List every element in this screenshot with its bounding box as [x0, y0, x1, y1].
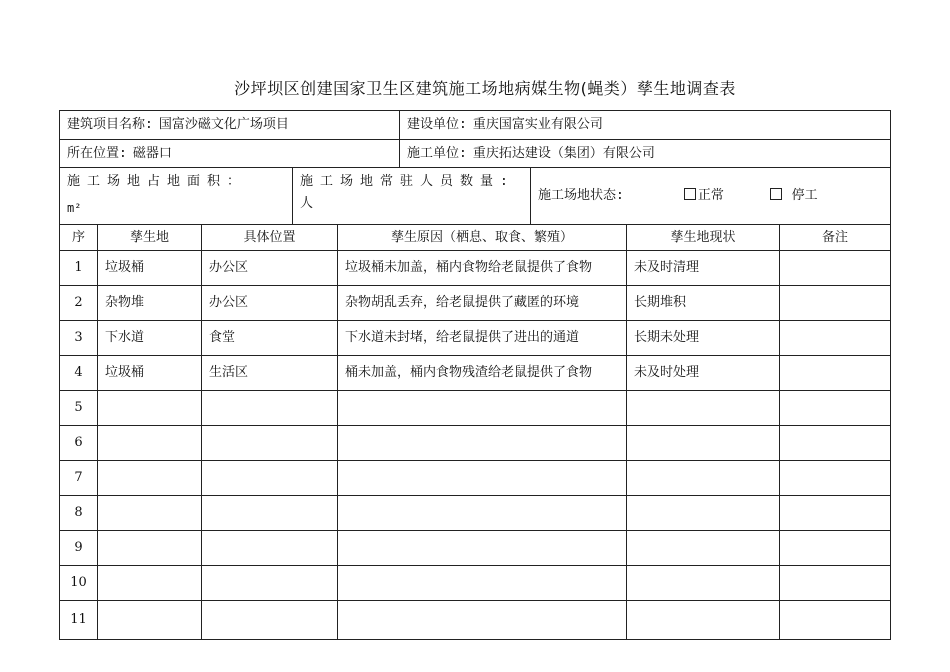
row-reason: 下水道未封堵，给老鼠提供了进出的通道 [338, 321, 627, 356]
row-note [780, 286, 890, 321]
row-reason: 垃圾桶未加盖，桶内食物给老鼠提供了食物 [338, 251, 627, 286]
row-reason [338, 531, 627, 566]
status-cell [531, 168, 890, 225]
row-reason [338, 496, 627, 531]
row-status [627, 391, 780, 426]
row-note [780, 321, 890, 356]
page-title: 沙坪坝区创建国家卫生区建筑施工场地病媒生物(蝇类）孳生地调查表 [234, 79, 736, 98]
row-site [98, 461, 202, 496]
row-status [627, 531, 780, 566]
row-site [98, 566, 202, 601]
staff-cell [293, 168, 531, 225]
project-name-value: 国富沙磁文化广场项目 [158, 117, 289, 132]
row-location [202, 426, 338, 461]
checkbox-icon[interactable] [684, 188, 696, 200]
row-reason [338, 566, 627, 601]
row-note [780, 356, 890, 391]
row-no: 1 [60, 251, 98, 286]
row-location: 办公区 [202, 286, 338, 321]
survey-table [59, 110, 891, 640]
row-no: 10 [60, 566, 98, 601]
row-site: 下水道 [98, 321, 202, 356]
contractor-label: 施工单位: [407, 145, 467, 161]
row-reason [338, 601, 627, 639]
row-site: 垃圾桶 [98, 251, 202, 286]
row-status: 长期未处理 [627, 321, 780, 356]
status-normal-option[interactable]: 正常 [684, 188, 724, 204]
row-location [202, 601, 338, 639]
row-no: 8 [60, 496, 98, 531]
row-no: 7 [60, 461, 98, 496]
row-site [98, 601, 202, 639]
row-site [98, 496, 202, 531]
row-site [98, 531, 202, 566]
area-cell [60, 168, 293, 225]
row-site: 杂物堆 [98, 286, 202, 321]
row-no: 2 [60, 286, 98, 321]
row-location [202, 566, 338, 601]
row-site [98, 426, 202, 461]
row-no: 6 [60, 426, 98, 461]
row-status: 未及时处理 [627, 356, 780, 391]
row-location: 办公区 [202, 251, 338, 286]
row-status [627, 566, 780, 601]
row-reason [338, 391, 627, 426]
row-status [627, 496, 780, 531]
row-status [627, 461, 780, 496]
row-note [780, 566, 890, 601]
location-value: 磁器口 [132, 145, 172, 161]
builder-label: 建设单位: [407, 117, 467, 132]
col-header-no: 序 [60, 225, 98, 251]
col-header-reason: 孳生原因（栖息、取食、繁殖） [338, 225, 627, 251]
row-location [202, 496, 338, 531]
project-name-cell [60, 111, 400, 140]
row-site: 垃圾桶 [98, 356, 202, 391]
row-status: 长期堆积 [627, 286, 780, 321]
col-header-status: 孳生地现状 [627, 225, 780, 251]
row-site [98, 391, 202, 426]
area-unit: m² [67, 201, 82, 215]
row-no: 11 [60, 601, 98, 639]
col-header-site: 孳生地 [98, 225, 202, 251]
row-note [780, 496, 890, 531]
row-status [627, 426, 780, 461]
row-note [780, 601, 890, 639]
status-label: 施工场地状态: [538, 188, 624, 203]
row-location [202, 531, 338, 566]
project-name-label: 建筑项目名称: [67, 117, 153, 132]
location-label: 所在位置: [67, 145, 127, 161]
contractor-cell [400, 140, 890, 168]
row-note [780, 251, 890, 286]
row-note [780, 531, 890, 566]
row-no: 5 [60, 391, 98, 426]
col-header-location: 具体位置 [202, 225, 338, 251]
contractor-value: 重庆拓达建设（集团）有限公司 [472, 145, 655, 161]
row-status [627, 601, 780, 639]
row-reason: 桶未加盖，桶内食物残渣给老鼠提供了食物 [338, 356, 627, 391]
row-no: 4 [60, 356, 98, 391]
row-reason [338, 426, 627, 461]
row-status: 未及时清理 [627, 251, 780, 286]
checkbox-icon[interactable] [770, 188, 782, 200]
row-no: 9 [60, 531, 98, 566]
row-reason: 杂物胡乱丢弃，给老鼠提供了藏匿的环境 [338, 286, 627, 321]
area-label: 施工场地占地面积： [67, 174, 248, 189]
location-cell [60, 140, 400, 168]
row-note [780, 426, 890, 461]
row-reason [338, 461, 627, 496]
row-location: 生活区 [202, 356, 338, 391]
builder-value: 重庆国富实业有限公司 [472, 117, 603, 132]
row-location [202, 391, 338, 426]
staff-label: 施工场地常驻人员数量: [300, 174, 515, 189]
row-location [202, 461, 338, 496]
builder-cell [400, 111, 890, 140]
row-note [780, 391, 890, 426]
staff-unit: 人 [300, 196, 314, 211]
col-header-note: 备注 [780, 225, 890, 251]
row-no: 3 [60, 321, 98, 356]
row-location: 食堂 [202, 321, 338, 356]
row-note [780, 461, 890, 496]
status-stopped-option[interactable]: 停工 [770, 188, 818, 204]
